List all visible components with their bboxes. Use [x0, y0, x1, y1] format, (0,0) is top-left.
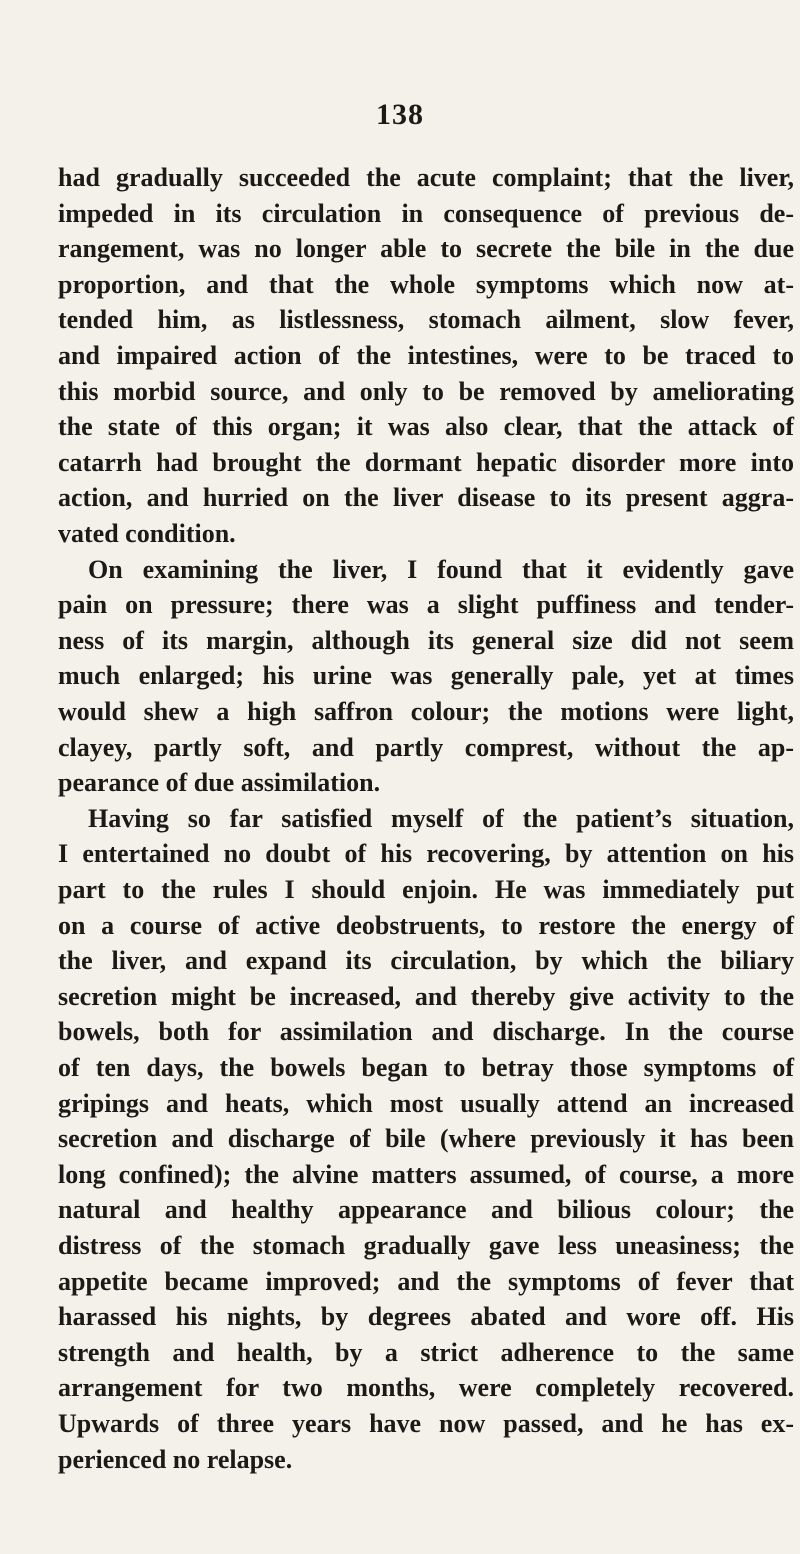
text-line: the liver, and expand its circulation, by which the biliary	[58, 946, 794, 976]
text-line: pearance of due assimilation.	[58, 768, 381, 798]
text-line: I entertained no doubt of his recovering, by attention on his	[58, 839, 794, 869]
text-line: this morbid source, and only to be removed by ameliorating	[58, 376, 794, 406]
text-line: On examining the liver, I found that it evidently gave	[88, 554, 794, 584]
text-line: and impaired action of the intestines, were to be traced to	[58, 341, 794, 370]
text-line: rangement, was no longer able to secrete the bile in the due	[58, 234, 794, 264]
text-line: part to the rules I should enjoin. He was immediately put	[58, 875, 794, 904]
text-line: perienced no relapse.	[58, 1444, 293, 1474]
text-line: catarrh had brought the dormant hepatic disorder more into	[58, 447, 794, 477]
text-line: strength and health, by a strict adherence to the same	[58, 1337, 794, 1367]
text-line: ness of its margin, although its general size did not seem	[58, 625, 794, 655]
text-line: bowels, both for assimilation and discharge. In the course	[58, 1017, 794, 1047]
text-line: distress of the stomach gradually gave less uneasiness; the	[58, 1231, 794, 1260]
text-line: appetite became improved; and the symptoms of fever that	[58, 1266, 794, 1296]
text-line: natural and healthy appearance and bilious colour; the	[58, 1195, 794, 1225]
text-line: secretion and discharge of bile (where previously it has been	[58, 1124, 794, 1154]
text-line: on a course of active deobstruents, to restore the energy of	[58, 910, 794, 940]
text-line: would shew a high saffron colour; the motions were light,	[58, 697, 794, 726]
text-line: clayey, partly soft, and partly comprest, without the ap-	[58, 732, 794, 762]
text-line: much enlarged; his urine was generally pale, yet at times	[58, 661, 794, 691]
text-line: arrangement for two months, were completely recovered.	[58, 1373, 794, 1403]
text-line: Having so far satisfied myself of the patient’s situation,	[88, 803, 794, 833]
page-number: 138	[376, 98, 424, 131]
text-line: long confined); the alvine matters assumed, of course, a more	[58, 1159, 794, 1189]
text-line: the state of this organ; it was also clear, that the attack of	[58, 412, 794, 442]
text-line: Upwards of three years have now passed, and he has ex-	[58, 1409, 794, 1438]
text-line: action, and hurried on the liver disease to its present aggra-	[58, 483, 794, 513]
text-line: vated condition.	[58, 519, 236, 548]
text-line: tended him, as listlessness, stomach ailment, slow fever,	[58, 305, 794, 335]
text-line: had gradually succeeded the acute complaint; that the liver,	[58, 163, 794, 192]
text-line: harassed his nights, by degrees abated and wore off. His	[58, 1302, 794, 1332]
text-line: proportion, and that the whole symptoms which now at-	[58, 269, 794, 299]
text-line: secretion might be increased, and thereby give activity to the	[58, 981, 794, 1011]
text-line: impeded in its circulation in consequence of previous de-	[58, 198, 794, 228]
text-line: pain on pressure; there was a slight puffiness and tender-	[58, 590, 794, 620]
text-line: gripings and heats, which most usually attend an increased	[58, 1088, 794, 1118]
text-line: of ten days, the bowels began to betray those symptoms of	[58, 1053, 794, 1082]
